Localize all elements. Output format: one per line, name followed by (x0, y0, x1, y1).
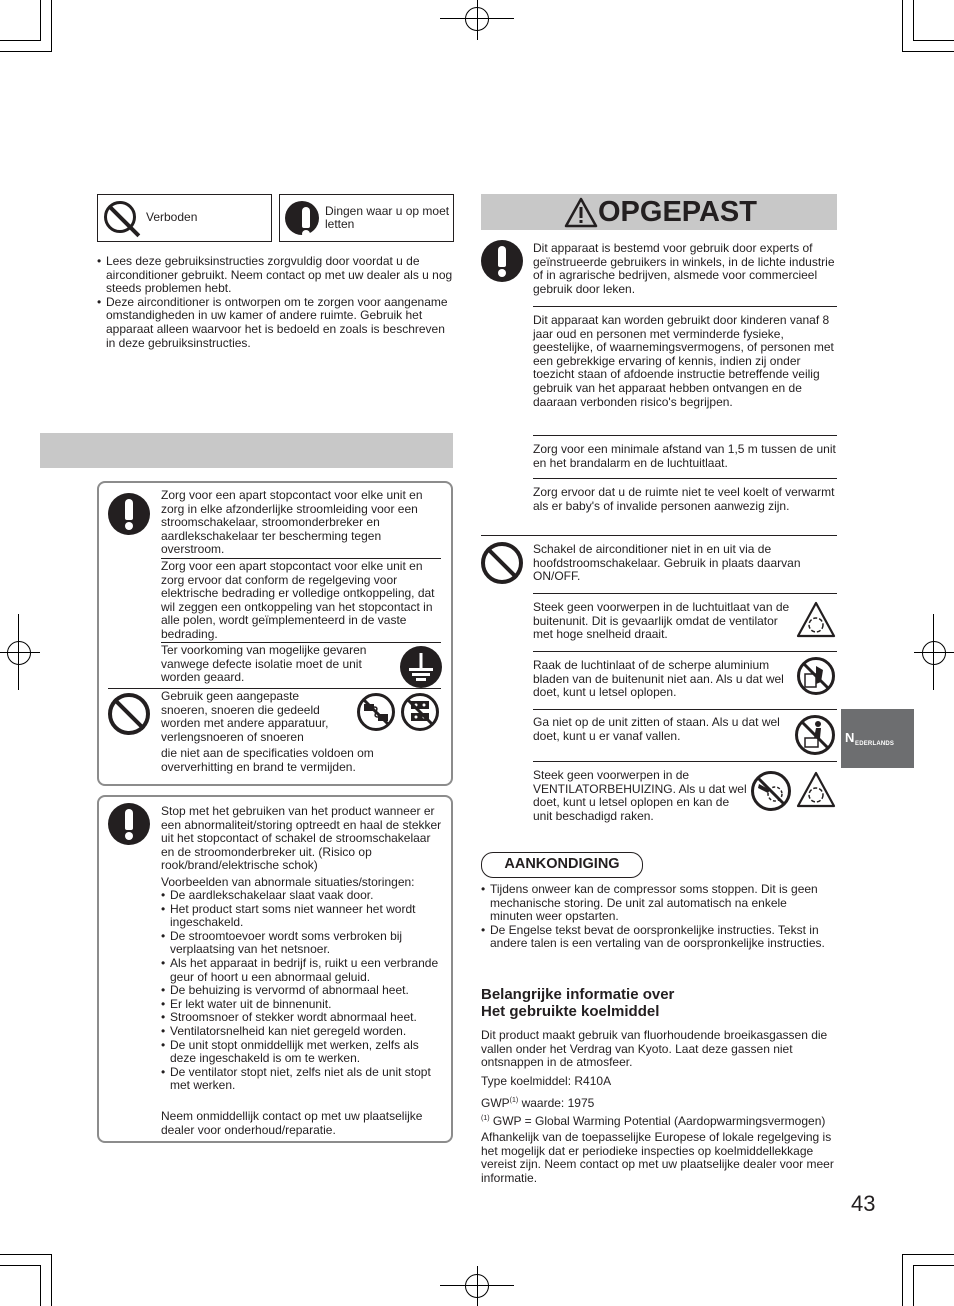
prohibition-icon (108, 693, 150, 735)
intro-list (97, 255, 455, 350)
list-item: • Als het apparaat in bedrijf is, ruikt u een verbrande geur of hoort u een abnormaal geluid. (161, 957, 444, 984)
legend-attention (279, 194, 454, 242)
refrigerant-text: Dit product maakt gebruik van fluorhoudende broeikasgassen die vallen onder het Verdrag van Kyoto. Laat deze gassen niet ontsnappen in de atmosfeer. (481, 1028, 828, 1070)
closing-text: Neem onmiddellijk contact op met uw plaatselijke dealer voor onderhoud/reparatie. (161, 1109, 423, 1137)
list-item: • Het product start soms niet wanneer het wordt ingeschakeld. (161, 903, 444, 930)
caution-text: Dit apparaat kan worden gebruikt door kinderen vanaf 8 jaar oud en personen met verminderde fysieke, geestelijke, of waarnemingsvermogens, of personen met een gebrekkige ervaring of kennis, indien zij onder toezicht staan of afdoende instructie betreffende veilig gebruik van het apparaat hebben ontvangen en de daaraan verbonden risico's begrijpen. (533, 313, 834, 409)
legend-forbidden (97, 194, 272, 242)
crop-mark (0, 51, 52, 52)
refrigerant-text: Afhankelijk van de toepasselijke Europese of lokale regelgeving is het mogelijk dat er periodieke inspecties op koelmiddellekkage vereist zijn. Neem contact op met uw plaatselijke dealer voor meer informatie. (481, 1130, 834, 1185)
list-item: • De unit stopt onmiddellijk met werken, zelfs als deze ingeschakeld is om te werken. (161, 1039, 444, 1066)
legend-forbidden-label: Verboden (146, 210, 198, 225)
crop-mark (913, 0, 914, 41)
refrigerant-type: Type koelmiddel: R410A (481, 1074, 612, 1088)
warning-text: Stop met het gebruiken van het product wanneer er een abnormaliteit/storing optreedt en haal de stekker uit het stopcontact of schakel de stroomschakelaar en de stroomonderbreker uit. (Risico op rook/brand/elektrische schok) (161, 804, 442, 873)
registration-line (18, 614, 19, 690)
warning-text: Ter voorkoming van mogelijke gevaren vanwege defecte isolatie moet de unit worden geaard. (161, 643, 367, 685)
gwp-number: waarde: 1975 (518, 1096, 595, 1110)
intro-item: • Lees deze gebruiksinstructies zorgvuldig door voordat u de airconditioner gebruikt. Neem contact op met uw dealer als u nog steeds problemen hebt. (97, 255, 455, 296)
crop-mark (51, 1254, 52, 1306)
crop-mark (902, 51, 954, 52)
no-touch-icon (796, 656, 836, 696)
prohibition-icon (481, 542, 523, 584)
crop-mark (0, 1254, 52, 1255)
footnote (481, 1112, 841, 1129)
warning-text: die niet aan de specificaties voldoen om oververhitting en brand te vermijden. (161, 746, 374, 774)
divider (533, 593, 837, 594)
list-item: • Tijdens onweer kan de compressor soms stoppen. Dit is geen mechanische storing. De unit zal automatisch na enkele minuten weer opstarten. (481, 883, 831, 924)
refrigerant-heading-line2: Het gebruikte koelmiddel (481, 1003, 660, 1020)
caution-text: Steek geen voorwerpen in de luchtuitlaat van de buitenunit. Dit is gevaarlijk omdat de ventilator met hoge snelheid draait. (533, 600, 790, 642)
divider (533, 709, 837, 710)
registration-mark (922, 641, 946, 665)
list-item: • De Engelse tekst bevat de oorspronkelijke instructies. Tekst in andere talen is een vertaling van de oorspronkelijke instructies. (481, 924, 831, 951)
fan-warning-icon (796, 771, 836, 809)
list-item: • Ventilatorsnelheid kan niet geregeld worden. (161, 1025, 444, 1039)
divider (533, 651, 837, 652)
legend-attention-label: Dingen waar u op moet letten (325, 203, 450, 231)
section-heading-bar (40, 433, 453, 468)
language-tab-initial: N (845, 730, 855, 745)
caution-text: Schakel de airconditioner niet in en uit via de hoofdstroomschakelaar. Gebruik in plaats daarvan ON/OFF. (533, 542, 801, 584)
no-shared-outlet-icon (400, 692, 440, 732)
no-insert-icon (750, 770, 792, 812)
crop-mark (913, 1265, 914, 1306)
gwp-value (481, 1094, 839, 1111)
crop-mark (40, 0, 41, 41)
exclamation-icon (481, 240, 523, 282)
crop-mark (40, 1265, 41, 1306)
gwp-label: GWP (481, 1096, 510, 1110)
list-item: • De stroomtoevoer wordt soms verbroken bij verplaatsing van het netsnoer. (161, 930, 444, 957)
crop-mark (0, 40, 41, 41)
registration-line (914, 652, 954, 653)
list-item: • De ventilator stopt niet, zelfs niet als de unit stopt met werken. (161, 1066, 444, 1093)
crop-mark (902, 1254, 903, 1306)
footnote-text: GWP = Global Warming Potential (Aardopwarmingsvermogen) (489, 1114, 826, 1128)
registration-line (477, 1266, 478, 1306)
crop-mark (913, 1265, 954, 1266)
exclamation-icon (108, 803, 150, 845)
page-number: 43 (851, 1191, 876, 1216)
no-extension-cord-icon (356, 692, 396, 732)
crop-mark (51, 0, 52, 52)
warning-triangle-icon (564, 197, 598, 228)
crop-mark (913, 40, 954, 41)
registration-line (0, 652, 40, 653)
refrigerant-heading (481, 986, 674, 1020)
caution-text: Steek geen voorwerpen in de VENTILATORBEHUIZING. Als u dat wel doet, kunt u letsel oplopen en kan de unit beschadigd raken. (533, 768, 747, 823)
prohibition-icon (104, 201, 136, 233)
opgepast-title: OPGEPAST (598, 196, 757, 228)
examples-title: Voorbeelden van abnormale situaties/storingen: (161, 875, 415, 889)
divider (533, 478, 837, 479)
exclamation-icon (108, 493, 150, 535)
list-item: • De aardlekschakelaar slaat vaak door. (161, 889, 444, 903)
warning-text: Gebruik geen aangepaste snoeren, snoeren die gedeeld worden met andere apparatuur, verlengsnoeren of snoeren (161, 689, 329, 744)
list-item: • Stroomsnoer of stekker wordt abnormaal heet. (161, 1011, 444, 1025)
no-standing-icon (794, 714, 836, 756)
list-item: • Er lekt water uit de binnenunit. (161, 998, 444, 1012)
caution-text: Dit apparaat is bestemd voor gebruik door experts of geïnstrueerde gebruikers in winkels, in de lichte industrie of in agrarische bedrijven, alsmede voor commercieel gebruik door leken. (533, 241, 835, 296)
footnote-marker: (1) (509, 1097, 519, 1104)
divider (533, 306, 837, 307)
exclamation-icon (285, 201, 319, 235)
aankondiging-list (481, 883, 831, 951)
caution-text: Raak de luchtinlaat of de scherpe aluminium bladen van de buitenunit niet aan. Als u dat wel doet, kunt u letsel oplopen. (533, 658, 784, 700)
crop-mark (902, 0, 903, 52)
fan-warning-icon (796, 601, 836, 639)
registration-line (477, 0, 478, 40)
footnote-marker: (1) (481, 1115, 490, 1122)
aankondiging-label: AANKONDIGING (481, 852, 643, 878)
refrigerant-heading-line1: Belangrijke informatie over (481, 986, 675, 1003)
examples-list (161, 889, 444, 1093)
caution-text: Zorg ervoor dat u de ruimte niet te veel koelt of verwarmt als er baby's of invalide personen aanwezig zijn. (533, 485, 835, 513)
warning-text: Zorg voor een apart stopcontact voor elke unit en zorg ervoor dat conform de regelgeving voor elektrische bedrading er volledige ontkoppeling, dat wil zeggen een ontkoppeling van het stopcontact in alle polen, wordt geïmplementeerd in de vaste bedrading. (161, 559, 435, 641)
caution-text: Zorg voor een minimale afstand van 1,5 m tussen de unit en het brandalarm en de luchtuitlaat. (533, 442, 836, 470)
registration-mark (7, 641, 31, 665)
ground-icon (400, 646, 442, 688)
intro-item: • Deze airconditioner is ontworpen om te zorgen voor aangename omstandigheden in uw kamer of andere ruimte. Gebruik het apparaat alleen waarvoor het is bedoeld en zoals is beschreven in deze gebruiksinstructies. (97, 296, 455, 350)
language-tab (841, 709, 914, 768)
crop-mark (0, 1265, 41, 1266)
crop-mark (902, 1254, 954, 1255)
divider (533, 761, 837, 762)
language-tab-text: EDERLANDS (855, 741, 895, 747)
list-item: • De behuizing is vervormd of abnormaal heet. (161, 984, 444, 998)
divider (481, 535, 837, 536)
caution-text: Ga niet op de unit zitten of staan. Als u dat wel doet, kunt u er vanaf vallen. (533, 715, 780, 743)
registration-line (933, 614, 934, 690)
warning-text: Zorg voor een apart stopcontact voor elke unit en zorg in elke afzonderlijke stroomleiding voor een stroomschakelaar, stroomonderbreker en aardlekschakelaar ter bescherming tegen overstroom. (161, 488, 423, 557)
divider (533, 435, 837, 436)
